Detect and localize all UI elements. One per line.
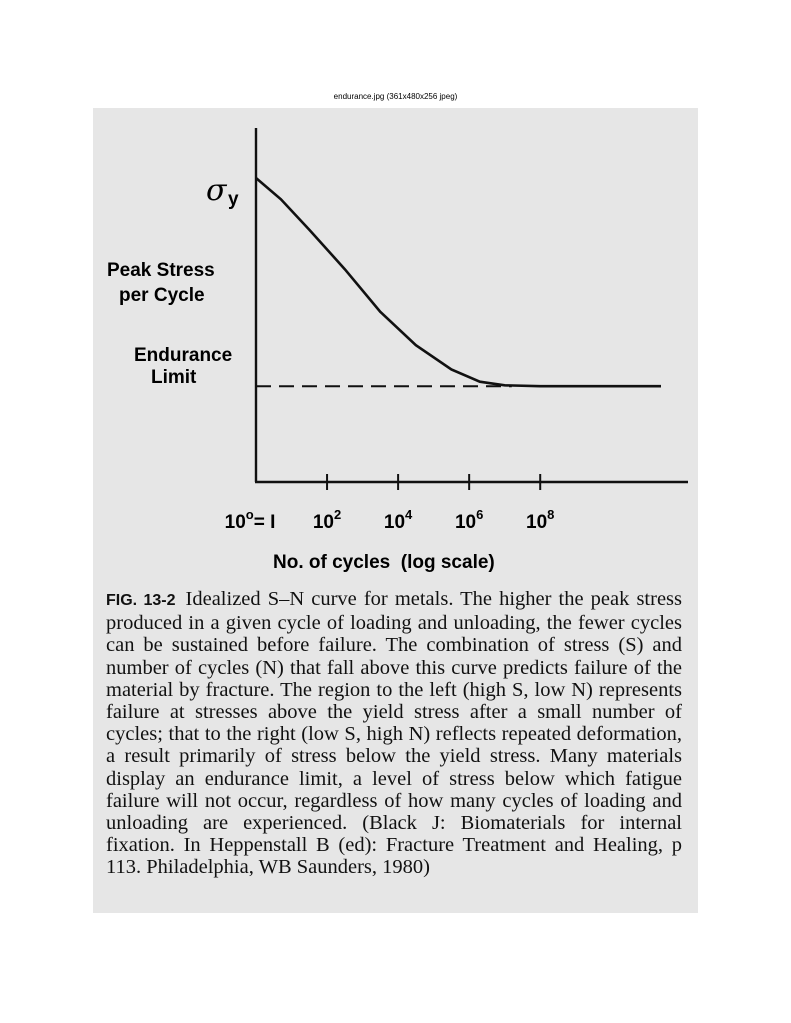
figure-number: FIG. 13-2 (106, 592, 176, 609)
x-tick-label: $10^2$ (312, 507, 342, 533)
image-filename-caption: endurance.jpg (361x480x256 jpeg) (333, 92, 458, 101)
x-tick-label: $10^8$ (526, 507, 555, 533)
endurance-limit-label-line1: Endurance (134, 345, 233, 366)
y-axis-label-line2: per Cycle (119, 285, 205, 306)
y-axis-label-line1: Peak Stress (107, 260, 215, 281)
endurance-limit-label-line2: Limit (151, 367, 197, 388)
x-tick-label: $10^6$ (454, 507, 484, 533)
sn-curve-line (256, 178, 661, 386)
yield-stress-subscript: y (228, 189, 239, 210)
sn-curve-chart (93, 108, 698, 578)
figure-caption (106, 588, 682, 879)
yield-stress-symbol: σ (206, 173, 227, 208)
figure-caption-text: Idealized S–N curve for metals. The higher the peak stress produced in a given cycle of loading and unloading, the fewer cycles can be sustained before failure. The combination of stress (S) and number of cycles (N) that fall above this curve predicts failure of the material by fracture. The region to the left (high S, low N) represents failure at stresses above the yield stress after a small number of cycles; that to the right (low S, high N) reflects repeated deformation, a result primarily of stress below the yield stress. Many materials display an endurance limit, a level of stress below which fatigue failure will not occur, regardless of how many cycles of loading and unloading are experienced. (Black J: Biomaterials for internal fixation. In Heppenstall B (ed): Fracture Treatment and Healing, p 113. Philadelphia, WB Saunders, 1980) (106, 588, 682, 879)
x-tick-label: $10^4$ (383, 507, 413, 533)
x-axis-label: No. of cycles (log scale) (273, 552, 495, 573)
x-tick-label: $10^o= I$ (224, 507, 276, 533)
figure-panel (93, 108, 698, 913)
